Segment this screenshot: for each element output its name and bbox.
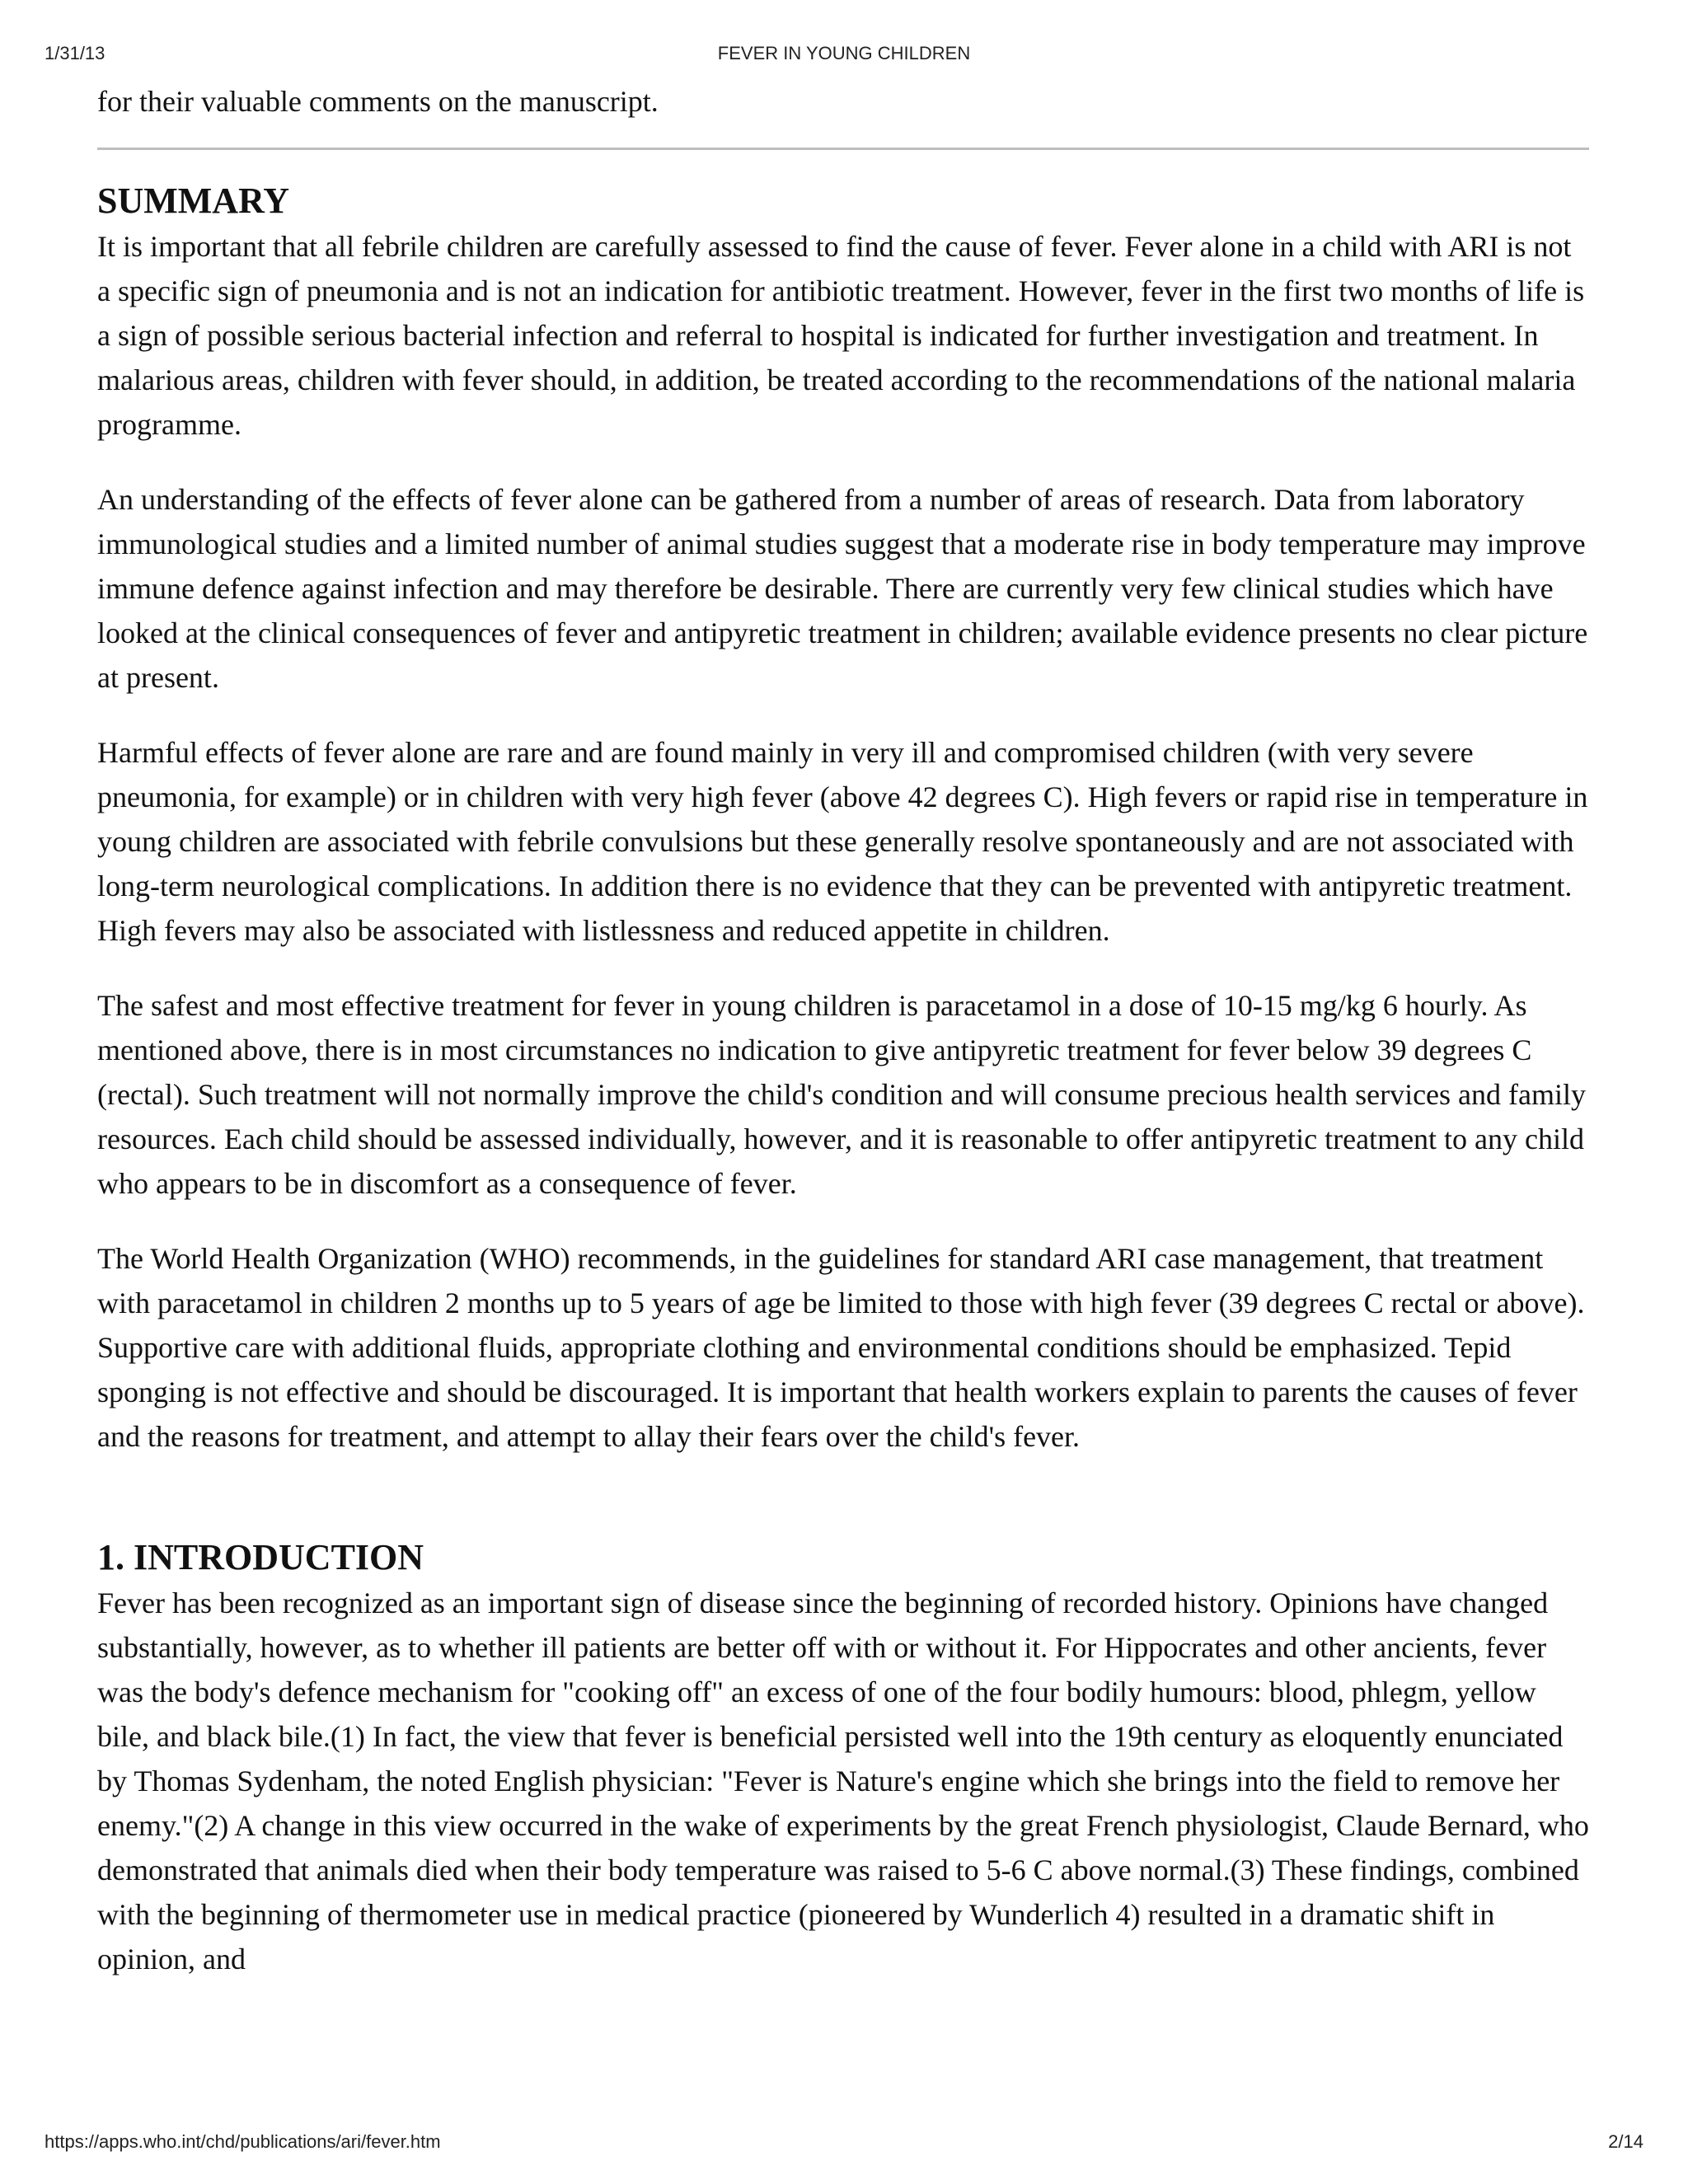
summary-section	[97, 224, 1589, 1459]
page-number: 2/14	[1608, 2131, 1643, 2152]
summary-heading: SUMMARY	[97, 180, 290, 221]
summary-paragraph: Harmful effects of fever alone are rare and are found mainly in very ill and compromised children (with very severe pneumonia, for example) or in children with very high fever (above 42 degrees C). High fevers or rapid rise in temperature in young children are associated with febrile convulsions but these generally resolve spontaneously and are not associated with long-term neurological complications. In addition there is no evidence that they can be prevented with antipyretic treatment. High fevers may also be associated with listlessness and reduced appetite in children.	[97, 736, 1588, 947]
summary-paragraph: It is important that all febrile children are carefully assessed to find the cause of fever. Fever alone in a child with ARI is not a specific sign of pneumonia and is not an indication for antibiotic treatment. However, fever in the first two months of life is a sign of possible serious bacterial infection and referral to hospital is indicated for further investigation and treatment. In malarious areas, children with fever should, in addition, be treated according to the recommendations of the national malaria programme.	[97, 230, 1585, 441]
introduction-heading: 1. INTRODUCTION	[97, 1537, 424, 1577]
print-footer	[45, 2131, 1643, 2158]
summary-paragraph: The World Health Organization (WHO) recommends, in the guidelines for standard ARI case management, that treatment with paracetamol in children 2 months up to 5 years of age be limited to those with high fever (39 degrees C rectal or above). Supportive care with additional fluids, appropriate clothing and environmental conditions should be emphasized. Tepid sponging is not effective and should be discouraged. It is important that health workers explain to parents the causes of fever and the reasons for treatment, and attempt to allay their fears over the child's fever.	[97, 1242, 1585, 1453]
summary-paragraph: An understanding of the effects of fever alone can be gathered from a number of areas of research. Data from laboratory immunological studies and a limited number of animal studies suggest that a moderate rise in body temperature may improve immune defence against infection and may therefore be desirable. There are currently very few clinical studies which have looked at the clinical consequences of fever and antipyretic treatment in children; available evidence presents no clear picture at present.	[97, 483, 1588, 694]
document-title: FEVER IN YOUNG CHILDREN	[717, 43, 971, 63]
lead-text: for their valuable comments on the manuscript.	[97, 85, 659, 118]
section-divider	[97, 148, 1589, 150]
print-header	[45, 43, 1643, 69]
page-content	[97, 79, 1589, 1981]
summary-paragraph: The safest and most effective treatment for fever in young children is paracetamol in a dose of 10-15 mg/kg 6 hourly. As mentioned above, there is in most circumstances no indication to give antipyretic treatment for fever below 39 degrees C (rectal). Such treatment will not normally improve the child's condition and will consume precious health services and family resources. Each child should be assessed individually, however, and it is reasonable to offer antipyretic treatment to any child who appears to be in discomfort as a consequence of fever.	[97, 989, 1586, 1200]
source-url: https://apps.who.int/chd/publications/ari/fever.htm	[45, 2131, 441, 2152]
introduction-paragraph: Fever has been recognized as an important sign of disease since the beginning of recorded history. Opinions have changed substantially, however, as to whether ill patients are better off with or without it. For Hippocrates and other ancients, fever was the body's defence mechanism for "cooking off" an excess of one of the four bodily humours: blood, phlegm, yellow bile, and black bile.(1) In fact, the view that fever is beneficial persisted well into the 19th century as eloquently enunciated by Thomas Sydenham, the noted English physician: "Fever is Nature's engine which she brings into the field to remove her enemy."(2) A change in this view occurred in the wake of experiments by the great French physiologist, Claude Bernard, who demonstrated that animals died when their body temperature was raised to 5-6 C above normal.(3) These findings, combined with the beginning of thermometer use in medical practice (pioneered by Wunderlich 4) resulted in a dramatic shift in opinion, and	[97, 1586, 1589, 1975]
print-date: 1/31/13	[45, 43, 106, 63]
